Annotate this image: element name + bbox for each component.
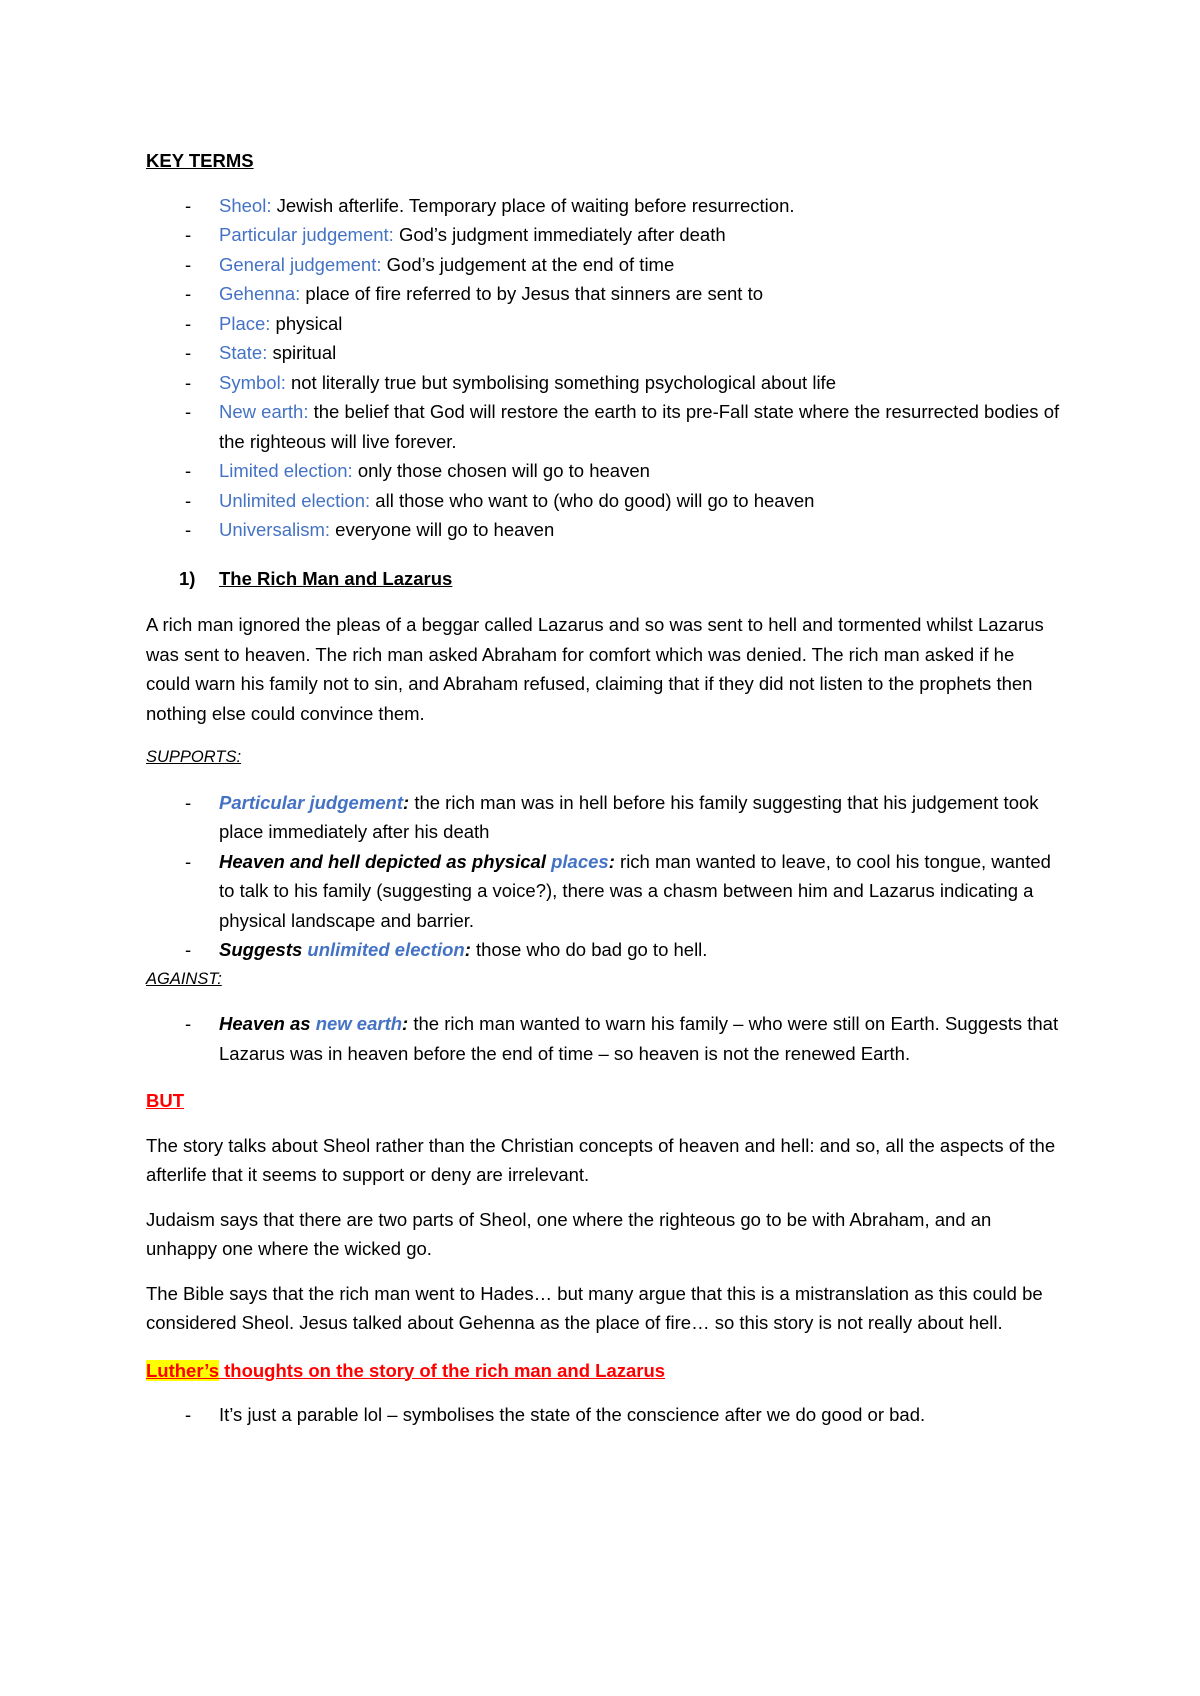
key-term-item — [146, 368, 1060, 398]
against-list — [146, 1009, 1060, 1068]
term-name: Symbol: — [219, 371, 286, 393]
support-point — [146, 788, 1060, 847]
term-definition: the belief that God will restore the earth to its pre-Fall state where the resurrected bodies of the righteous will live forever. — [219, 401, 1060, 452]
support-colon: : — [464, 939, 471, 960]
key-term-item — [146, 456, 1060, 486]
term-name: General judgement: — [219, 253, 382, 275]
support-lead-term: places — [551, 850, 609, 872]
support-lead-term: unlimited election — [307, 939, 465, 960]
term-name: New earth: — [219, 401, 309, 422]
support-point — [146, 847, 1060, 936]
support-text: those who do bad go to hell. — [470, 939, 708, 960]
support-point — [146, 935, 1060, 965]
term-definition: spiritual — [267, 342, 337, 363]
section-title: The Rich Man and Lazarus — [219, 567, 453, 589]
support-colon: : — [403, 791, 410, 813]
term-definition: all those who want to (who do good) will go to heaven — [370, 489, 815, 511]
term-definition: only those chosen will go to heaven — [352, 460, 650, 481]
term-name: Sheol: — [219, 194, 272, 216]
term-name: State: — [219, 342, 268, 363]
key-term-item — [146, 220, 1060, 250]
against-colon: : — [402, 1013, 409, 1034]
term-definition: everyone will go to heaven — [330, 519, 555, 540]
support-lead: Heaven and hell depicted as physical — [219, 850, 552, 872]
luther-highlight: Luther’s — [146, 1359, 219, 1381]
supports-list — [146, 788, 1060, 965]
term-definition: not literally true but symbolising something psychological about life — [285, 371, 836, 393]
section-heading — [146, 564, 1060, 594]
term-name: Gehenna: — [219, 283, 301, 304]
support-text: the rich man was in hell before his family suggesting that his judgement took place immediately after his death — [219, 791, 1039, 842]
key-term-item — [146, 338, 1060, 368]
support-lead: Particular judgement — [219, 791, 404, 813]
luther-point: - It’s just a parable lol – symbolises the state of the conscience after we do good or bad. — [146, 1400, 1060, 1430]
key-term-item — [146, 397, 1060, 456]
key-terms-heading: KEY TERMS — [146, 150, 254, 171]
key-terms-list — [146, 191, 1060, 545]
term-definition: place of fire referred to by Jesus that sinners are sent to — [300, 283, 764, 304]
story-summary: A rich man ignored the pleas of a beggar called Lazarus and so was sent to hell and tormented whilst Lazarus was sent to heaven. The rich man asked Abraham for comfort which was denied. The rich man asked if he could warn his family not to sin, and Abraham refused, claiming that if they did not listen to the prophets then nothing else could convince them. — [146, 614, 1044, 724]
term-name: Unlimited election: — [219, 489, 371, 511]
against-lead-term: new earth — [315, 1013, 403, 1034]
against-text: the rich man wanted to warn his family – who were still on Earth. Suggests that Lazarus was in heaven before the end of time – so heaven is not the renewed Earth. — [219, 1013, 1059, 1064]
support-lead: Suggests — [219, 939, 308, 960]
term-name: Universalism: — [219, 519, 331, 540]
against-label: AGAINST: — [146, 969, 222, 988]
support-text: rich man wanted to leave, to cool his tongue, wanted to talk to his family (suggesting a voice?), there was a chasm between him and Lazarus indicating a physical landscape and barrier. — [219, 850, 1051, 931]
term-definition: God’s judgment immediately after death — [393, 224, 726, 245]
term-definition: physical — [270, 312, 343, 334]
but-paragraph: The Bible says that the rich man went to Hades… but many argue that this is a mistranslation as this could be considered Sheol. Jesus talked about Gehenna as the place of fire… so this story is not really about hell. — [146, 1282, 1043, 1333]
term-name: Limited election: — [219, 460, 353, 481]
but-paragraph: The story talks about Sheol rather than the Christian concepts of heaven and hell: and so, all the aspects of the afterlife that it seems to support or deny are irrelevant. — [146, 1134, 1056, 1185]
key-term-item — [146, 279, 1060, 309]
key-term-item — [146, 309, 1060, 339]
supports-label: SUPPORTS: — [146, 748, 242, 766]
against-point — [146, 1009, 1060, 1068]
key-term-item — [146, 515, 1060, 545]
term-definition: God’s judgement at the end of time — [381, 253, 675, 275]
key-term-item — [146, 191, 1060, 221]
section-number: 1) — [179, 567, 196, 589]
luther-heading — [146, 1356, 1060, 1386]
term-name: Place: — [219, 312, 271, 334]
luther-list — [146, 1400, 1060, 1430]
but-heading: BUT — [146, 1090, 185, 1111]
against-lead: Heaven as — [219, 1013, 316, 1034]
luther-heading-rest: thoughts on the story of the rich man and Lazarus — [218, 1359, 666, 1381]
key-term-item — [146, 486, 1060, 516]
term-name: Particular judgement: — [219, 224, 394, 245]
term-definition: Jewish afterlife. Temporary place of waiting before resurrection. — [271, 194, 795, 216]
support-colon: : — [608, 850, 615, 872]
but-paragraph: Judaism says that there are two parts of Sheol, one where the righteous go to be with Abraham, and an unhappy one where the wicked go. — [146, 1208, 992, 1259]
key-term-item — [146, 250, 1060, 280]
